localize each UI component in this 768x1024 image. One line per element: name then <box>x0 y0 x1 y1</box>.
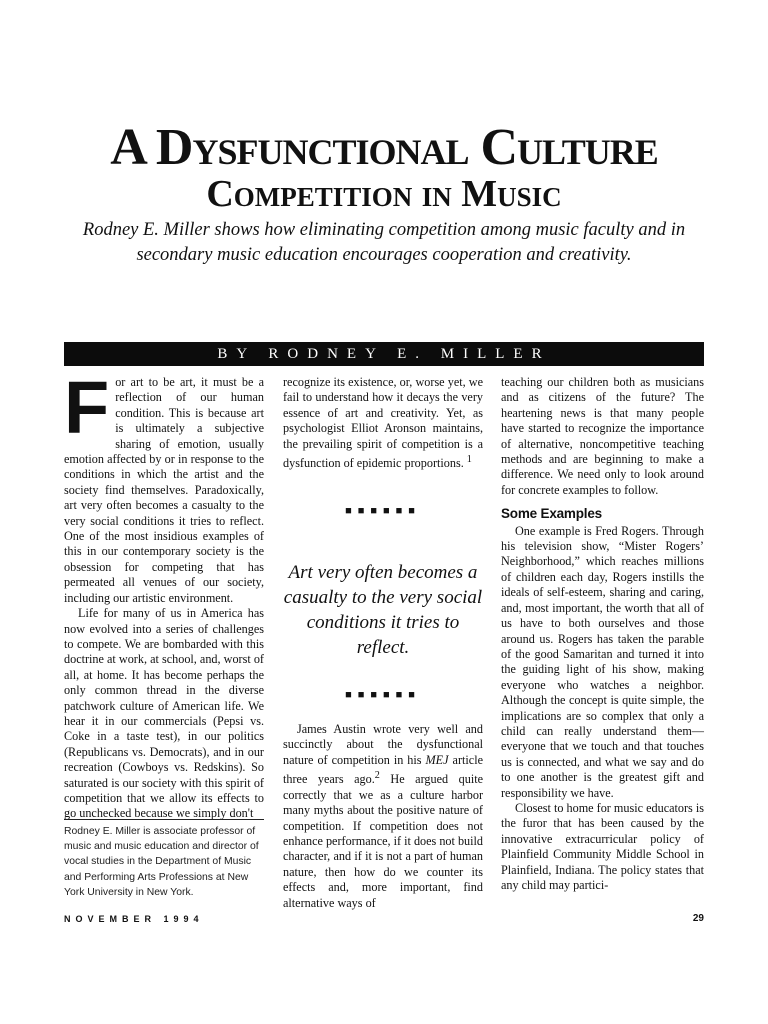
col1-paragraph-1: or art to be art, it must be a reflection of our human condition. This is because art is ultimately a subjective sharing of emotion, usually emotion affected by or in response to the conditions in which the artist and the society find themselves. Paradoxically, art very often becomes a casualty to the very social conditions it tries to reflect. One of the most insidious examples of this in our contemporary society is the obsession for competing that has permeated all venues of our society, including our artistic environment. <box>64 375 264 605</box>
col1-paragraph-2: Life for many of us in America has now evolved into a series of challenges to compete. We are bombarded with this doctrine at work, at school, and, worst of all, at home. It has become perhaps the only common thread in the diverse patchwork culture of American life. We hear it in our commercials (Pepsi vs. Coke in a taste test), in our politics (Republicans vs. Democrats), and in our recreation (Cowboys vs. Redskins). So saturated is our society with this spirit of competition that we allow its effects to go unchecked because we simply don't <box>64 606 264 821</box>
drop-cap: F <box>64 366 110 449</box>
col2-paragraph-1 <box>283 375 483 472</box>
column-1 <box>64 366 264 822</box>
article-subtitle: Competition in Music <box>206 173 562 215</box>
page-number: 29 <box>692 913 704 924</box>
footnote-rule <box>64 819 264 820</box>
column-2-lower <box>283 722 483 911</box>
mej-journal-title: MEJ <box>425 752 449 767</box>
author-footnote: Rodney E. Miller is associate professor of music and music education and director of vocal studies in the Department of Music and Performing Arts Professions at New York University in New York. <box>64 826 259 898</box>
col2-paragraph-2 <box>283 722 483 911</box>
footnote-mark-2: 2 <box>374 770 380 782</box>
divider-squares-bottom: ■■■■■■ <box>345 689 421 701</box>
byline-bar: BY RODNEY E. MILLER <box>64 342 704 366</box>
col3-paragraph-1: teaching our children both as musicians and as citizens of the future? The heartening news is that many people have started to recognize the importance of alternative, noncompetitive teaching methods and are beginning to make a difference. We need only to look around for concrete examples to follow. <box>501 375 704 497</box>
col2-p2-text-c: He argued quite correctly that we as a culture harbor many myths about the positive nature of competition. If competition does not enhance performance, if it does not build character, and if it is not a part of human nature, then how do we counter its effects and, more important, find alternative ways of <box>283 772 484 910</box>
col2-paragraph-1-text: recognize its existence, or, worse yet, we fail to understand how it decays the very essence of art and creativity. Yet, as psychologist Elliot Aronson maintains, the prevailing spirit of competition is a dysfunction of epidemic proportions. <box>283 375 483 471</box>
footer-issue-date: NOVEMBER 1994 <box>64 914 204 924</box>
section-heading: Some Examples <box>501 506 602 522</box>
divider-squares-top: ■■■■■■ <box>345 505 421 517</box>
column-3 <box>501 375 704 893</box>
footnote-mark-1: 1 <box>466 454 472 466</box>
pull-quote: Art very often becomes a casualty to the very social conditions it tries to reflect. <box>283 562 483 658</box>
col2-p2-text-b: article three years ago. <box>283 752 483 787</box>
column-2 <box>283 375 483 472</box>
article-title: A Dysfunctional Culture <box>110 119 658 176</box>
col3-paragraph-3: Closest to home for music educators is the furor that has been caused by the innovative extracurricular policy of Plainfield Community Middle School in Plainfield, Indiana. The policy states that any child may partici- <box>501 800 704 892</box>
col2-p2-text-a: James Austin wrote very well and succinctly about the dysfunctional nature of competition in his <box>283 722 483 767</box>
col3-paragraph-2: One example is Fred Rogers. Through his television show, “Mister Rogers’ Neighborhood,” which reaches millions of children each day, Rogers instills the ideals of self-esteem, sharing and caring, and, most important, the worth that all of us have to both ourselves and those around us. Rogers has taken the parable of the good Samaritan and turned it into the guiding light of his show, making everyone who watches a neighbor. Although the concept is quite simple, the implications are so complex that only a child can really understand them—everyone that we touch and that touches us is connected, and what we say and do to one another is the greatest gift and responsibility we have. <box>501 523 704 800</box>
article-dek: Rodney E. Miller shows how eliminating competition among music faculty and in secondary music education encourages cooperation and creativity. <box>82 220 686 265</box>
